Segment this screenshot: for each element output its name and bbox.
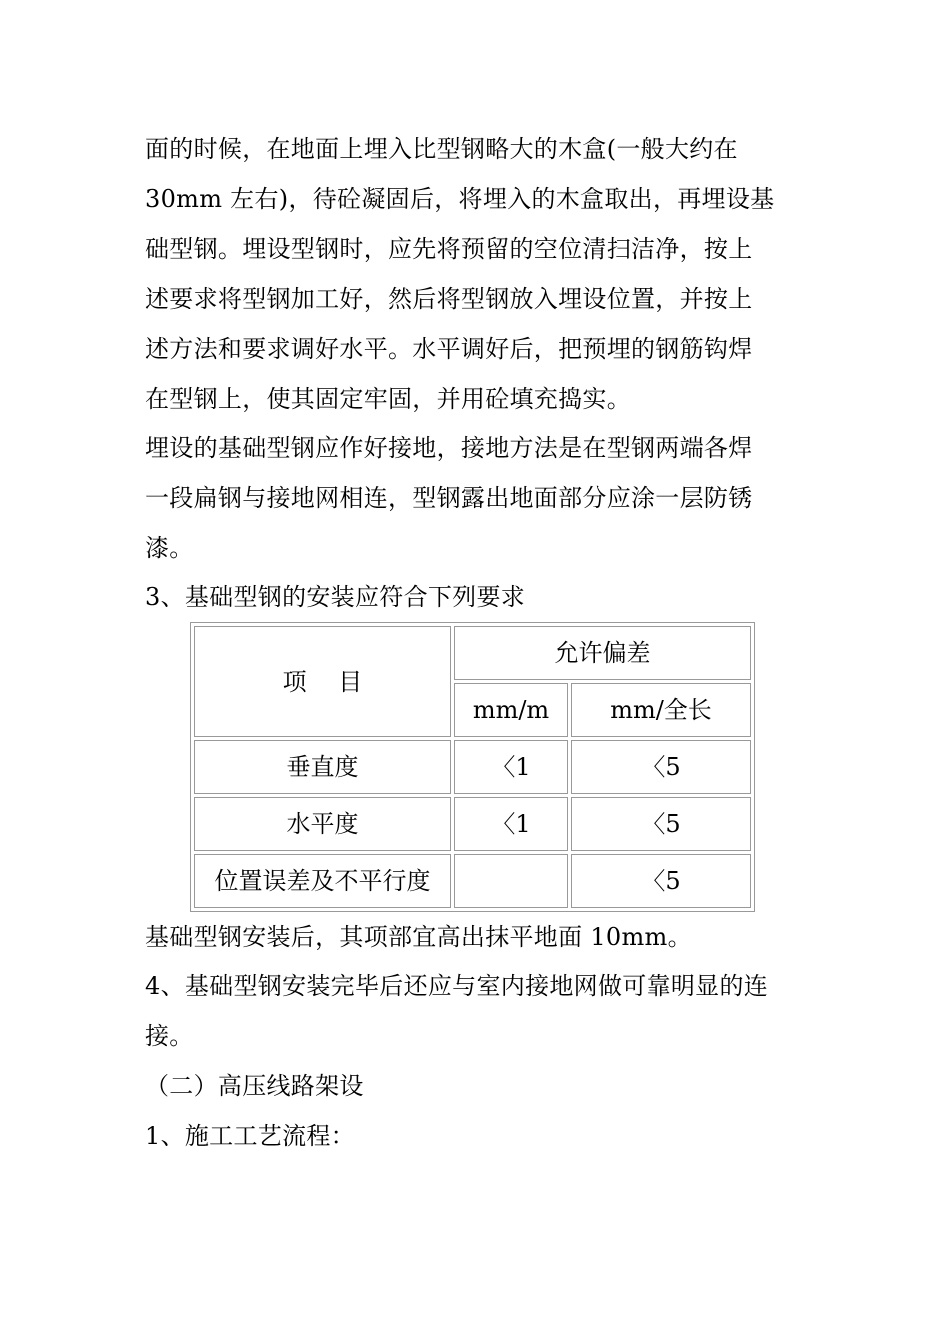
table-header-mm-full-length: mm/全长 [571,683,751,737]
paragraph-line: 一段扁钢与接地网相连，型钢露出地面部分应涂一层防锈 [145,484,753,512]
table-row [194,797,751,851]
table-row [194,740,751,794]
paragraph-line: 述方法和要求调好水平。水平调好后，把预埋的钢筋钩焊 [145,335,753,363]
paragraph-line: 础型钢。埋设型钢时，应先将预留的空位清扫洁净，按上 [145,235,753,263]
table-cell-mm-per-m: 〈1 [454,797,568,851]
paragraph-line: 述要求将型钢加工好，然后将型钢放入埋设位置，并按上 [145,285,753,313]
table-header-mm-per-m: mm/m [454,683,568,737]
table-cell-mm-per-m: 〈1 [454,740,568,794]
paragraph-line: 在型钢上，使其固定牢固，并用砼填充捣实。 [145,385,631,413]
paragraph-line: 基础型钢安装后，其项部宜高出抹平地面 10mm。 [145,923,692,951]
paragraph-line: 30mm 左右)，待砼凝固后，将埋入的木盒取出，再埋设基 [145,185,775,213]
section-heading: 1、施工工艺流程： [145,1122,355,1150]
table-cell-item: 位置误差及不平行度 [194,854,451,908]
table-cell-mm-full-length: 〈5 [571,797,751,851]
section-heading: 3、基础型钢的安装应符合下列要求 [145,583,526,611]
paragraph-line: 漆。 [145,534,194,562]
table-header-item: 项 目 [194,626,451,737]
paragraph-line: 4、基础型钢安装完毕后还应与室内接地网做可靠明显的连 [145,972,769,1000]
table-row [194,854,751,908]
tolerance-table [190,622,755,912]
paragraph-line: 埋设的基础型钢应作好接地，接地方法是在型钢两端各焊 [145,434,753,462]
table-cell-mm-full-length: 〈5 [571,740,751,794]
table-cell-item: 垂直度 [194,740,451,794]
table-cell-item: 水平度 [194,797,451,851]
section-heading: （二）高压线路架设 [145,1072,364,1100]
table-cell-mm-per-m [454,854,568,908]
table-cell-mm-full-length: 〈5 [571,854,751,908]
table-header-tolerance: 允许偏差 [454,626,751,680]
paragraph-line: 面的时候，在地面上埋入比型钢略大的木盒(一般大约在 [145,135,738,163]
paragraph-line: 接。 [145,1022,194,1050]
